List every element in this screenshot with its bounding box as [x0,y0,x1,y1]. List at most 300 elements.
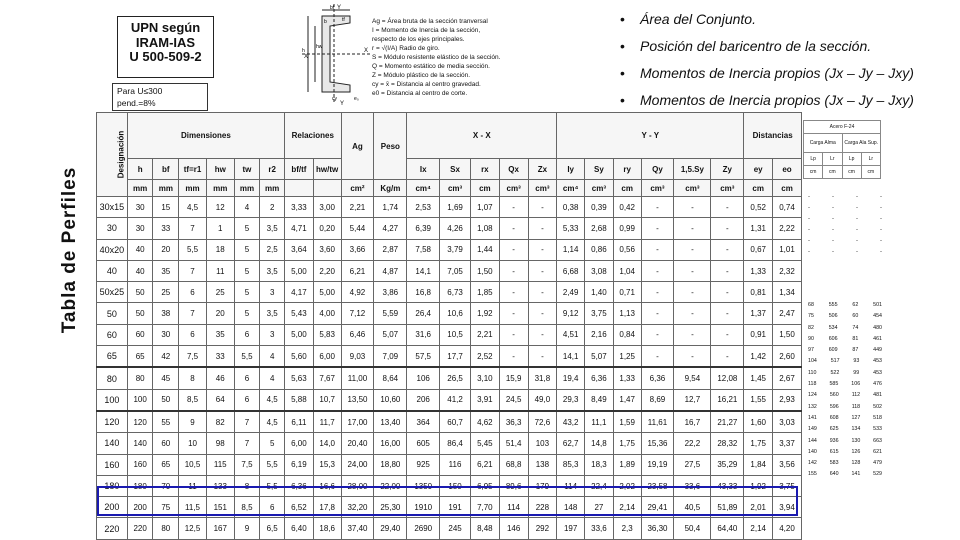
unit-cell [285,180,314,197]
value-cell: 22,2 [674,433,711,454]
value-cell: 10,5 [440,324,471,345]
side-value: 110 [808,369,817,376]
value-cell: 4,62 [470,411,499,433]
value-cell: 22,00 [374,475,407,496]
value-cell: 20,40 [341,433,374,454]
value-cell: 6,95 [470,475,499,496]
value-cell: 3,86 [374,282,407,303]
value-cell: 292 [528,518,557,539]
value-cell: 3,91 [470,389,499,411]
unit-cell: mm [234,180,260,197]
side-row [808,469,882,480]
value-cell: 0,52 [744,197,773,218]
value-cell: 7,05 [440,260,471,281]
value-cell: 4,5 [179,197,207,218]
value-cell: - [528,197,557,218]
side-unit: cm [842,166,861,179]
sub-header-cell: Zy [711,159,744,180]
side-value: 126 [851,448,861,455]
value-cell: 60 [153,433,179,454]
value-cell: 35,29 [711,454,744,475]
vertical-title [58,120,82,380]
unit-cell: cm⁴ [407,180,440,197]
unit-cell: cm [773,180,802,197]
side-value: 481 [873,392,882,399]
value-cell: 8,48 [470,518,499,539]
value-cell: 6 [234,324,260,345]
value-cell: 25 [153,282,179,303]
value-cell: - [641,197,674,218]
value-cell: 3,08 [585,260,614,281]
value-cell: 5,07 [585,346,614,368]
value-cell: 3,5 [260,260,285,281]
value-cell: 3,33 [285,197,314,218]
value-cell: 50 [127,282,153,303]
value-cell: 30 [153,324,179,345]
legend-line: Z = Módulo plástico de la sección. [372,72,471,79]
value-cell: - [711,239,744,260]
value-cell: 11,00 [341,367,374,389]
value-cell: 11,5 [179,497,207,518]
value-cell: 6,46 [341,324,374,345]
side-value: 82 [808,324,814,331]
value-cell: 0,86 [585,239,614,260]
value-cell: 1,45 [744,367,773,389]
value-cell: 116 [440,454,471,475]
profile-label-y-top: Y [337,5,342,11]
value-cell: 3,5 [260,303,285,324]
side-value: 140 [808,448,817,455]
value-cell: - [674,282,711,303]
sub-header-cell: r2 [260,159,285,180]
side-title: Acero F-24 [804,121,881,134]
value-cell: 1,75 [744,433,773,454]
value-cell: 2,52 [470,346,499,368]
value-cell: 2,01 [744,497,773,518]
value-cell: 6,00 [313,346,341,368]
bullet-list [620,6,960,114]
value-cell: 2,32 [773,260,802,281]
value-cell: 7 [179,303,207,324]
unit-cell: cm³ [674,180,711,197]
table-row [97,324,802,345]
value-cell: 1,89 [613,454,641,475]
side-value: 68 [808,302,814,308]
side-unit: cm [823,166,842,179]
table-row [97,260,802,281]
sub-header-cell: tw [234,159,260,180]
value-cell: 2,68 [585,218,614,239]
value-cell: 0,74 [773,197,802,218]
value-cell: 1,60 [744,411,773,433]
value-cell: 3,66 [341,239,374,260]
value-cell: 2690 [407,518,440,539]
side-row [808,447,882,458]
profile-label-cy: cy [332,96,337,102]
header-xx: X - X [407,113,557,159]
unit-cell: cm³ [499,180,528,197]
value-cell: 1,92 [470,303,499,324]
value-cell: - [711,303,744,324]
value-cell: 14,1 [407,260,440,281]
value-cell: 65 [153,454,179,475]
designation-cell: 60 [97,324,128,345]
value-cell: 5,43 [285,303,314,324]
value-cell: 72,6 [528,411,557,433]
value-cell: 6 [234,389,260,411]
side-value: 130 [851,437,861,444]
value-cell: 3,75 [773,475,802,496]
unit-cell: cm³ [528,180,557,197]
value-cell: 6,36 [641,367,674,389]
value-cell: - [674,218,711,239]
side-value: 640 [829,471,839,478]
value-cell: 13,50 [341,389,374,411]
value-cell: 6,5 [260,518,285,539]
designation-cell: 50 [97,303,128,324]
value-cell: 8 [179,367,207,389]
value-cell: - [641,260,674,281]
value-cell: 5 [234,260,260,281]
side-value: 144 [808,437,817,444]
value-cell: 42 [153,346,179,368]
unit-cell: cm⁴ [557,180,585,197]
value-cell: 1,69 [440,197,471,218]
value-cell: 24,5 [499,389,528,411]
value-cell: 4,17 [285,282,314,303]
value-cell: 6,11 [285,411,314,433]
designation-cell: 200 [97,497,128,518]
value-cell: 33 [153,218,179,239]
value-cell: 6 [234,367,260,389]
legend-line: e0 = Distancia al centro de corte. [372,90,468,97]
value-cell: 27,5 [674,454,711,475]
value-cell: 8,49 [585,389,614,411]
value-cell: 62,7 [557,433,585,454]
value-cell: 41,2 [440,389,471,411]
value-cell: 4,5 [260,411,285,433]
value-cell: 10 [179,433,207,454]
value-cell: 6 [179,282,207,303]
legend-line: cy = x̄ = Distancia al centro gravedad. [372,81,481,88]
value-cell: 16,7 [674,411,711,433]
side-sub: Lp [842,153,861,166]
sub-header-cell: bf/tf [285,159,314,180]
designation-cell: 180 [97,475,128,496]
value-cell: 45 [153,367,179,389]
designation-cell: 160 [97,454,128,475]
value-cell: 605 [407,433,440,454]
value-cell: 5,5 [179,239,207,260]
value-cell: 1,40 [585,282,614,303]
upn-line-1: UPN según [130,20,201,35]
value-cell: 29,40 [374,518,407,539]
value-cell: 7,67 [313,367,341,389]
value-cell: 70 [153,475,179,496]
value-cell: 191 [440,497,471,518]
value-cell: 80 [127,367,153,389]
value-cell: 0,81 [744,282,773,303]
value-cell: 7,12 [341,303,374,324]
designation-cell: 40x20 [97,239,128,260]
side-row [808,345,882,356]
value-cell: 17,00 [341,411,374,433]
value-cell: 86,4 [440,433,471,454]
value-cell: 4,20 [773,518,802,539]
side-value: 141 [808,414,817,421]
side-value: 615 [829,448,839,455]
value-cell: 10,60 [374,389,407,411]
value-cell: 89,6 [499,475,528,496]
sub-header-cell: bf [153,159,179,180]
value-cell: 2,21 [470,324,499,345]
value-cell: 10,5 [179,454,207,475]
sub-header-cell: hw/tw [313,159,341,180]
unit-cell [313,180,341,197]
value-cell: 17,8 [313,497,341,518]
side-row [808,334,882,345]
value-cell: 4,5 [260,389,285,411]
side-value: 502 [873,403,882,410]
value-cell: 75 [153,497,179,518]
value-cell: 3,75 [585,303,614,324]
unit-cell: cm [613,180,641,197]
value-cell: 13,40 [374,411,407,433]
side-value: 518 [873,414,882,421]
value-cell: 33 [206,346,234,368]
value-cell: 0,91 [744,324,773,345]
tolerance-line-1: Para U≤300 pend.=8% [117,86,163,108]
value-cell: 33,6 [585,518,614,539]
value-cell: 20 [206,303,234,324]
table-row [97,346,802,368]
value-cell: 25 [206,282,234,303]
value-cell: 2,67 [773,367,802,389]
side-value: 517 [830,358,840,365]
value-cell: 114 [557,475,585,496]
value-cell: 0,56 [613,239,641,260]
value-cell: 0,71 [613,282,641,303]
value-cell: 1,74 [374,197,407,218]
side-values [808,300,882,481]
value-cell: 15 [153,197,179,218]
value-cell: 160 [127,454,153,475]
side-value: 585 [829,381,839,388]
value-cell: 2,5 [260,239,285,260]
designation-cell: 50x25 [97,282,128,303]
value-cell: 11 [179,475,207,496]
tolerance-box [112,83,208,111]
value-cell: 0,67 [744,239,773,260]
value-cell: 32,20 [341,497,374,518]
value-cell: 4,27 [374,218,407,239]
side-value: 132 [808,403,817,410]
table-row [97,282,802,303]
designation-cell: 80 [97,367,128,389]
value-cell: 64 [206,389,234,411]
value-cell: 14,8 [585,433,614,454]
value-cell: 64,40 [711,518,744,539]
value-cell: 4,51 [557,324,585,345]
value-cell: 12,7 [674,389,711,411]
table-row [97,239,802,260]
value-cell: - [641,282,674,303]
value-cell: 1,47 [613,389,641,411]
value-cell: - [528,282,557,303]
sub-header-cell: Qy [641,159,674,180]
value-cell: - [499,282,528,303]
side-value: 555 [828,302,838,308]
value-cell: 0,39 [585,197,614,218]
profile-label-hw: hw [316,44,323,50]
value-cell: 6,00 [285,433,314,454]
value-cell: 12 [206,197,234,218]
value-cell: 24,00 [341,454,374,475]
legend-line: Q = Momento estático de media sección. [372,63,490,70]
value-cell: 22,4 [585,475,614,496]
legend-line: S = Módulo resistente elástico de la sección. [372,54,501,61]
header-ag: Ag [341,113,374,180]
value-cell: 220 [127,518,153,539]
value-cell: 8,69 [641,389,674,411]
value-cell: 11,61 [641,411,674,433]
value-cell: 197 [557,518,585,539]
value-cell: 5,83 [313,324,341,345]
side-row [808,379,882,390]
value-cell: 5 [234,239,260,260]
value-cell: 1,55 [744,389,773,411]
unit-cell: mm [260,180,285,197]
value-cell: 2,22 [773,218,802,239]
side-value: 625 [829,426,839,433]
value-cell: 6,39 [407,218,440,239]
value-cell: 8 [234,475,260,496]
highlight-box-200 [97,486,798,516]
unit-cell: mm [153,180,179,197]
side-value: 141 [851,471,861,478]
value-cell: 4,71 [285,218,314,239]
value-cell: 26,4 [407,303,440,324]
value-cell: 925 [407,454,440,475]
value-cell: 1,14 [557,239,585,260]
value-cell: - [528,218,557,239]
table-row [97,367,802,389]
side-value: 453 [873,369,882,376]
value-cell: 60 [127,324,153,345]
value-cell: 2,21 [341,197,374,218]
value-cell: 5 [234,303,260,324]
value-cell: 0,99 [613,218,641,239]
sub-header-cell: Qx [499,159,528,180]
value-cell: 8,5 [234,497,260,518]
side-value: 118 [808,381,817,388]
value-cell: 3,60 [313,239,341,260]
value-cell: 6,40 [285,518,314,539]
side-sub: Lr [861,153,880,166]
value-cell: 51,4 [499,433,528,454]
value-cell: 1,34 [773,282,802,303]
side-value: 134 [851,426,861,433]
value-cell: 3,79 [440,239,471,260]
value-cell: 245 [440,518,471,539]
value-cell: 150 [440,475,471,496]
value-cell: 50 [153,389,179,411]
header-designacion: Designación [97,113,128,197]
sub-header-cell: Zx [528,159,557,180]
value-cell: 33,6 [674,475,711,496]
unit-cell: cm [744,180,773,197]
value-cell: 40 [127,239,153,260]
value-cell: 3,00 [313,197,341,218]
value-cell: 100 [127,389,153,411]
value-cell: - [499,303,528,324]
sub-header-cell: Sx [440,159,471,180]
value-cell: 180 [127,475,153,496]
side-value: 62 [852,302,859,308]
value-cell: - [711,346,744,368]
designation-cell: 220 [97,518,128,539]
value-cell: 3,5 [260,218,285,239]
header-relaciones: Relaciones [285,113,342,159]
unit-cell: mm [179,180,207,197]
table-row [97,197,802,218]
value-cell: 5,07 [374,324,407,345]
value-cell: 23,58 [641,475,674,496]
side-row [808,300,882,311]
value-cell: 43,33 [711,475,744,496]
value-cell: 10,6 [440,303,471,324]
value-cell: 15,3 [313,454,341,475]
value-cell: - [674,239,711,260]
value-cell: 68,8 [499,454,528,475]
value-cell: 6,68 [557,260,585,281]
value-cell: - [528,324,557,345]
value-cell: 1,37 [744,303,773,324]
value-cell: 1 [206,218,234,239]
value-cell: - [674,324,711,345]
sub-header-cell: eo [773,159,802,180]
value-cell: - [528,303,557,324]
value-cell: - [711,260,744,281]
side-value: 583 [829,460,839,467]
value-cell: 106 [407,367,440,389]
value-cell: 5,5 [260,475,285,496]
side-col-alma: Carga Alma [804,134,843,153]
value-cell: 6,52 [285,497,314,518]
value-cell: 228 [528,497,557,518]
side-unit: cm [861,166,880,179]
value-cell: 1,31 [744,218,773,239]
value-cell: 1,07 [470,197,499,218]
value-cell: 98 [206,433,234,454]
side-value: 479 [873,460,882,467]
value-cell: 35 [206,324,234,345]
value-cell: 120 [127,411,153,433]
value-cell: - [499,218,528,239]
value-cell: 4,26 [440,218,471,239]
side-value: 606 [828,335,838,342]
profiles-table [96,112,802,540]
value-cell: 1910 [407,497,440,518]
legend-line: respecto de los ejes principales. [372,36,465,43]
legend-line: r = √(I/A) Radio de giro. [372,45,440,52]
value-cell: 9 [234,518,260,539]
side-value: 124 [808,392,817,399]
value-cell: 27 [585,497,614,518]
value-cell: 5 [234,282,260,303]
value-cell: 7 [179,260,207,281]
value-cell: 138 [528,454,557,475]
